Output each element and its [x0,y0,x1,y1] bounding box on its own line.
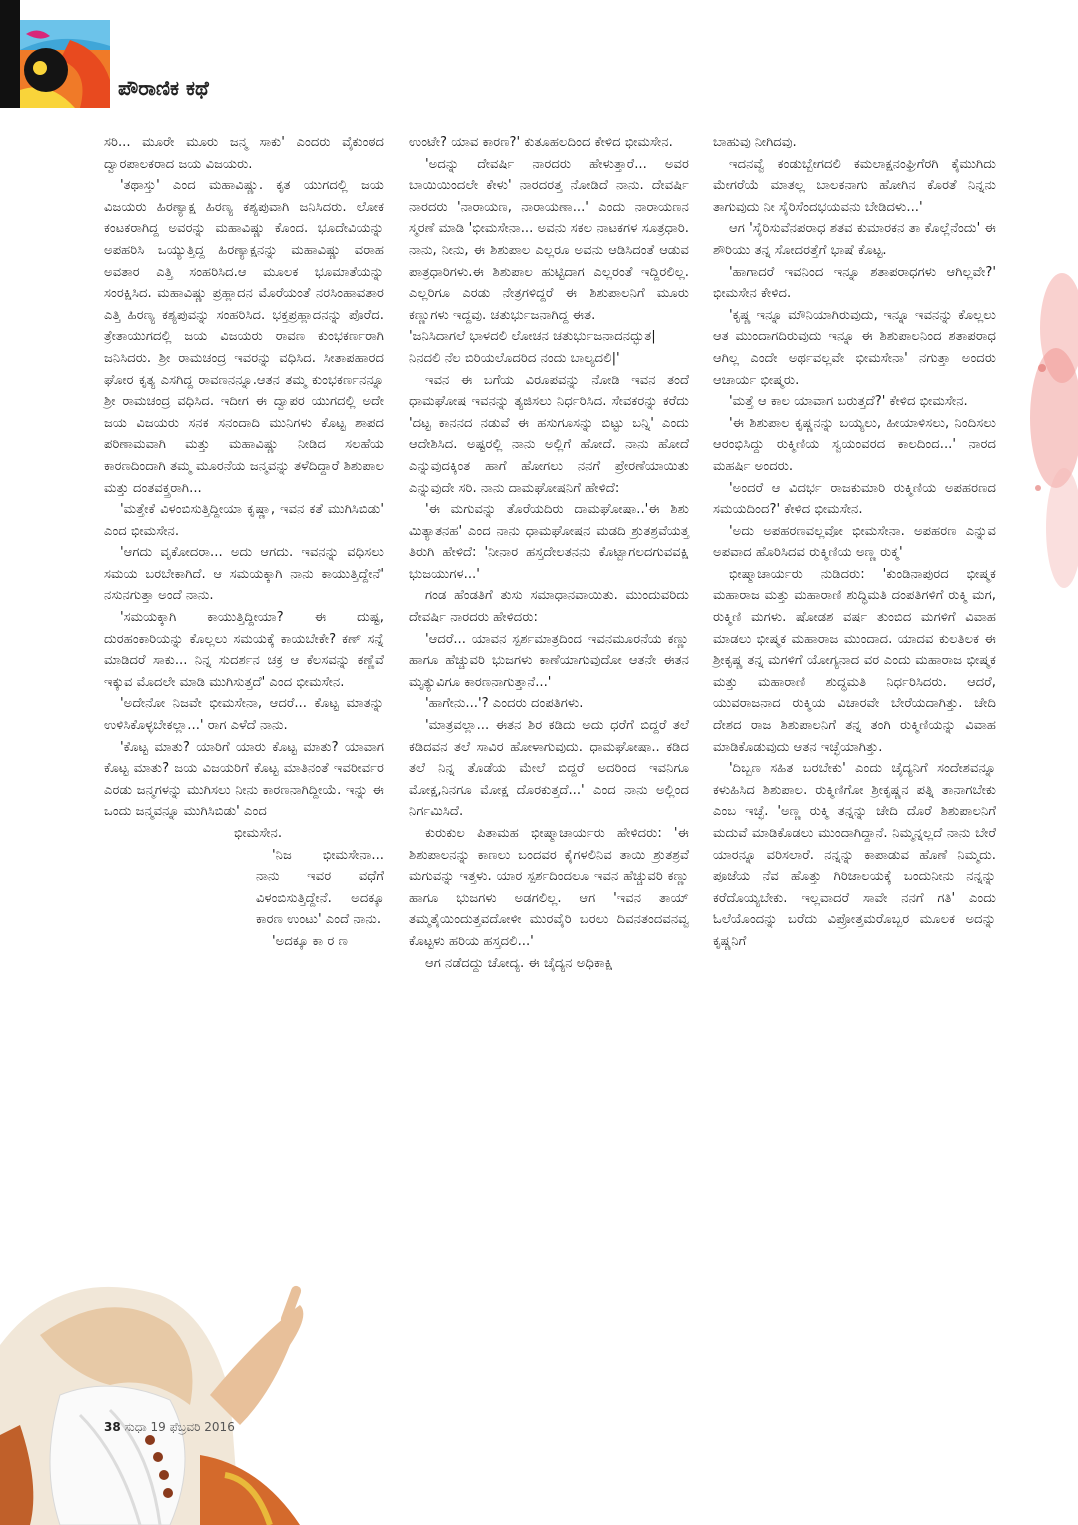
sage-illustration [0,1225,395,1525]
paragraph: 'ದಿಬ್ಬಣ ಸಹಿತ ಬರಬೇಕು' ಎಂದು ಚೈದ್ಯನಿಗೆ ಸಂದೇಶವನ್ನೂ ಕಳುಹಿಸಿದ ಶಿಶುಪಾಲ. ರುಕ್ಮಿಣಿಗೋ ಶ್ರೀಕೃಷ್ಣನ ಪತ್ನಿ ತಾನಾಗಬೇಕು ಎಂಬ ಇಚ್ಛೆ. 'ಅಣ್ಣ ರುಕ್ಮಿ ತನ್ನನ್ನು ಚೇದಿ ದೊರೆ ಶಿಶುಪಾಲನಿಗೆ ಮದುವೆ ಮಾಡಿಕೊಡಲು ಮುಂದಾಗಿದ್ದಾನೆ. ನಿಮ್ಮನ್ನಲ್ಲದೆ ನಾನು ಬೇರೆ ಯಾರನ್ನೂ ವರಿಸಲಾರೆ. ನನ್ನನ್ನು ಕಾಪಾಡುವ ಹೊಣೆ ನಿಮ್ಮದು. ಪೂಜೆಯ ನೆವ ಹೊತ್ತು ಗಿರಿಜಾಲಯಕ್ಕೆ ಬಂದುನೀನು ನನ್ನನ್ನು ಕರೆದೊಯ್ಯಬೇಕು. ಇಲ್ಲವಾದರೆ ಸಾವೇ ನನಗೆ ಗತಿ' ಎಂದು ಓಲೆಯೊಂದನ್ನು ಬರೆದು ವಿಪ್ರೋತ್ತಮರೊಬ್ಬರ ಮೂಲಕ ಅದನ್ನು ಕೃಷ್ಣನಿಗೆ [713,761,996,949]
paragraph: 'ಮತ್ತೇಕೆ ವಿಳಂಬಿಸುತ್ತಿದ್ದೀಯಾ ಕೃಷ್ಣಾ, ಇವನ ಕತೆ ಮುಗಿಸಿಬಿಡು' ಎಂದ ಭೀಮಸೇನ. [104,502,384,539]
header-color-block [0,0,20,108]
paragraph: 'ಈ ಮಗುವನ್ನು ತೊರೆಯದಿರು ದಾಮಘೋಷಾ..'ಈ ಶಿಶು ಮಿತ್ಯಾತನಹ' ಎಂದ ನಾನು ಧಾಮಘೋಷನ ಮಡದಿ ಶ್ರುತಶ್ರವೆಯತ್ತ ತಿರುಗಿ ಹೇಳಿದೆ: 'ನೀನಾರ ಹಸ್ತದೇಲತನನು ಕೊಟ್ಬಾಗಲದಗುವವಕ್ಷಿ ಭುಜಯುಗಳ...' [409,502,689,582]
paragraph: ಇವನ ಈ ಬಗೆಯ ವಿರೂಪವನ್ನು ನೋಡಿ ಇವನ ತಂದೆ ಧಾಮಘೋಷ ಇವನನ್ನು ತ್ಯಜಿಸಲು ನಿರ್ಧರಿಸಿದ. ಸೇವಕರನ್ನು ಕರೆದು 'ದಟ್ಟ ಕಾನನದ ನಡುವೆ ಈ ಹಸುಗೂಸನ್ನು ಬಿಟ್ಟು ಬನ್ನಿ' ಎಂದು ಆದೇಶಿಸಿದ. ಅಷ್ಟರಲ್ಲಿ ನಾನು ಅಲ್ಲಿಗೆ ಹೋದೆ. ನಾನು ಹೋದೆ ಎನ್ನುವುದಕ್ಕಿಂತ ಹಾಗೆ ಹೋಗಲು ನನಗೆ ಪ್ರೇರಣೆಯಾಯಿತು ಎನ್ನುವುದೇ ಸರಿ. ನಾನು ದಾಮಘೋಷನಿಗೆ ಹೇಳಿದೆ: [409,372,689,496]
verse-line: 'ಜನಿಸಿದಾಗಲೆ ಭಾಳದಲಿ ಲೋಚನ ಚತುರ್ಭುಜನಾದನದ್ಭುತ| [409,329,656,345]
article-column-3 [713,132,996,953]
paragraph: 'ನಿಜ ಭೀಮಸೇನಾ... ನಾನು ಇವರ ವಧೆಗೆ ವಿಳಂಬಿಸುತ್ತಿದ್ದೇನೆ. ಅದಕ್ಕೂ ಕಾರಣ ಉಂಟು' ಎಂದೆ ನಾನು. [256,847,384,928]
paragraph: ಸರಿ... ಮೂರೇ ಮೂರು ಜನ್ಮ ಸಾಕು' ಎಂದರು ವೈಕುಂಠದ ದ್ವಾರಪಾಲಕರಾದ ಜಯ ವಿಜಯರು. [104,135,384,172]
article-column-1 [104,132,384,953]
paragraph: 'ಸಮಯಕ್ಕಾಗಿ ಕಾಯುತ್ತಿದ್ದೀಯಾ? ಈ ದುಷ್ಟ, ದುರಹಂಕಾರಿಯನ್ನು ಕೊಲ್ಲಲು ಸಮಯಕ್ಕೆ ಕಾಯಬೇಕೇ? ಕಣ್ ಸನ್ನೆ ಮಾಡಿದರೆ ಸಾಕು... ನಿನ್ನ ಸುದರ್ಶನ ಚಕ್ರ ಆ ಕೆಲಸವನ್ನು ಕಣ್ಣೆವೆ ಇಕ್ಕುವ ಮೊದಲೇ ಮಾಡಿ ಮುಗಿಸುತ್ತದೆ' ಎಂದ ಭೀಮಸೇನ. [104,610,384,690]
paragraph: 'ತಥಾಸ್ತು' ಎಂದ ಮಹಾವಿಷ್ಣು. ಕೃತ ಯುಗದಲ್ಲಿ ಜಯ ವಿಜಯರು ಹಿರಣ್ಯಾಕ್ಷ ಹಿರಣ್ಯ ಕಶ್ಯಪುವಾಗಿ ಜನಿಸಿದರು. ಲೋಕ ಕಂಟಕರಾಗಿದ್ದ ಅವರನ್ನು ಮಹಾವಿಷ್ಣು ಕೊಂದ. ಭೂದೇವಿಯನ್ನು ಅಪಹರಿಸಿ ಒಯ್ಯುತ್ತಿದ್ದ ಹಿರಣ್ಯಾಕ್ಷನನ್ನು ಮಹಾವಿಷ್ಣು ವರಾಹ ಅವತಾರ ಎತ್ತಿ ಸಂಹರಿಸಿದ.ಆ ಮೂಲಕ ಭೂಮಾತೆಯನ್ನು ಸಂರಕ್ಷಿಸಿದ. ಮಹಾವಿಷ್ಣು ಪ್ರಹ್ಲಾದನ ಮೊರೆಯಂತೆ ನರಸಿಂಹಾವತಾರ ಎತ್ತಿ ಹಿರಣ್ಯ ಕಶ್ಯಪುವನ್ನು ಸಂಹರಿಸಿದ. ಭಕ್ತಪ್ರಹ್ಲಾದನನ್ನು ಪೊರೆದ. ತ್ರೇತಾಯುಗದಲ್ಲಿ ಜಯ ವಿಜಯರು ರಾವಣ ಕುಂಭಕರ್ಣರಾಗಿ ಜನಿಸಿದರು. ಶ್ರೀ ರಾಮಚಂದ್ರ ಇವರನ್ನು ವಧಿಸಿದ. ಸೀತಾಪಹಾರದ ಘೋರ ಕೃತ್ಯ ಎಸಗಿದ್ದ ರಾವಣನನ್ನೂ.ಆತನ ತಮ್ಮ ಕುಂಭಕರ್ಣನನ್ನೂ ಶ್ರೀ ರಾಮಚಂದ್ರ ವಧಿಸಿದ. ಇದೀಗ ಈ ದ್ವಾಪರ ಯುಗದಲ್ಲಿ ಅದೇ ಜಯ ವಿಜಯರು ಸನಕ ಸನಂದಾದಿ ಮುನಿಗಳು ಕೊಟ್ಟ ಶಾಪದ ಪರಿಣಾಮವಾಗಿ ಮತ್ತು ಮಹಾವಿಷ್ಣು ನೀಡಿದ ಸಲಹೆಯ ಕಾರಣದಿಂದಾಗಿ ತಮ್ಮ ಮೂರನೆಯ ಜನ್ಮವನ್ನು ತಳೆದಿದ್ದಾರೆ ಶಿಶುಪಾಲ ಮತ್ತು ದಂತವಕ್ತ್ರರಾಗಿ... [104,178,384,496]
paragraph: 'ಆದರೆ... ಯಾವನ ಸ್ಪರ್ಶಮಾತ್ರದಿಂದ ಇವನಮೂರನೆಯ ಕಣ್ಣು ಹಾಗೂ ಹೆಚ್ಚುವರಿ ಭುಜಗಳು ಕಾಣೆಯಾಗುವುದೋ ಆತನೇ ಈತನ ಮೃತ್ಯುವಿಗೂ ಕಾರಣನಾಗುತ್ತಾನೆ...' [409,631,689,690]
paragraph: 'ಅದನ್ನು ದೇವರ್ಷಿ ನಾರದರು ಹೇಳುತ್ತಾರೆ... ಅವರ ಬಾಯಿಯಿಂದಲೇ ಕೇಳು' ನಾರದರತ್ತ ನೋಡಿದೆ ನಾನು. ದೇವರ್ಷಿ ನಾರದರು 'ನಾರಾಯಣ, ನಾರಾಯಣಾ...' ಎಂದು ನಾರಾಯಣನ ಸ್ಮರಣೆ ಮಾಡಿ 'ಭೀಮಸೇನಾ... ಅವನು ಸಕಲ ನಾಟಕಗಳ ಸೂತ್ರಧಾರಿ. ನಾನು, ನೀನು, ಈ ಶಿಶುಪಾಲ ಎಲ್ಲರೂ ಅವನು ಆಡಿಸಿದಂತೆ ಆಡುವ ಪಾತ್ರಧಾರಿಗಳು.ಈ ಶಿಶುಪಾಲ ಹುಟ್ಟಿದಾಗ ಎಲ್ಲರಂತೆ ಇದ್ದಿರಲಿಲ್ಲ. ಎಲ್ಲರಿಗೂ ಎರಡು ನೇತ್ರಗಳಿದ್ದರೆ ಈ ಶಿಶುಪಾಲನಿಗೆ ಮೂರು ಕಣ್ಣುಗಳು ಇದ್ದವು. ಚತುರ್ಭುಜನಾಗಿದ್ದ ಈತ. [409,156,689,323]
verse-line: ನಿನದಲಿ ನೆಲ ಬಿರಿಯಲೊದರಿದ ನಂದು ಬಾಲ್ಯದಲಿ|' [409,350,620,366]
paragraph: 'ಈ ಶಿಶುಪಾಲ ಕೃಷ್ಣನನ್ನು ಬಯ್ಯಲು, ಹೀಯಾಳಿಸಲು, ನಿಂದಿಸಲು ಆರಂಭಿಸಿದ್ದು ರುಕ್ಮಿಣಿಯ ಸ್ವಯಂವರದ ಕಾಲದಿಂದ...' ನಾರದ ಮಹರ್ಷಿ ಅಂದರು. [713,415,996,474]
paragraph: ಗಂಡ ಹೆಂಡತಿಗೆ ತುಸು ಸಮಾಧಾನವಾಯಿತು. ಮುಂದುವರಿದು ದೇವರ್ಷಿ ನಾರದರು ಹೇಳಿದರು: [409,588,689,626]
paragraph: 'ಹಾಗೇನು...'? ಎಂದರು ದಂಪತಿಗಳು. [425,696,584,712]
page-footer [104,1420,235,1435]
paragraph: ಬಾಹುವು ನೀಗಿದವು. [713,135,797,150]
paragraph: ಭೀಷ್ಮಾಚಾರ್ಯರು ನುಡಿದರು: 'ಕುಂಡಿನಾಪುರದ ಭೀಷ್ಮಕ ಮಹಾರಾಜ ಮತ್ತು ಮಹಾರಾಣಿ ಶುದ್ಧಿಮತಿ ದಂಪತಿಗಳಿಗೆ ರುಕ್ಮಿ ಮಗ, ರುಕ್ಮಿಣಿ ಮಗಳು. ಷೋಡಶ ವರ್ಷ ತುಂಬಿದ ಮಗಳಿಗೆ ವಿವಾಹ ಮಾಡಲು ಭೀಷ್ಮಕ ಮಹಾರಾಜ ಮುಂದಾದ. ಯಾದವ ಕುಲತಿಲಕ ಈ ಶ್ರೀಕೃಷ್ಣ ತನ್ನ ಮಗಳಿಗೆ ಯೋಗ್ಯನಾದ ವರ ಎಂದು ಮಹಾರಾಜ ಭೀಷ್ಮಕ ಮತ್ತು ಮಹಾರಾಣಿ ಶುದ್ಧಮತಿ ನಿರ್ಧರಿಸಿದರು. ಆದರೆ, ಯುವರಾಜನಾದ ರುಕ್ಮಿಯ ವಿಚಾರವೇ ಬೇರೆಯದಾಗಿತ್ತು. ಚೇದಿ ದೇಶದ ರಾಜ ಶಿಶುಪಾಲನಿಗೆ ತನ್ನ ತಂಗಿ ರುಕ್ಮಿಣಿಯನ್ನು ವಿವಾಹ ಮಾಡಿಕೊಡುವುದು ಆತನ ಇಚ್ಛೆಯಾಗಿತ್ತು. [713,566,996,755]
section-logo-icon [20,20,110,108]
paragraph: ಭೀಮಸೇನ. [234,826,283,841]
paragraph: 'ಕೃಷ್ಣ ಇನ್ನೂ ಮೌನಿಯಾಗಿರುವುದು, ಇನ್ನೂ ಇವನನ್ನು ಕೊಲ್ಲಲು ಆತ ಮುಂದಾಗದಿರುವುದು ಇನ್ನೂ ಈ ಶಿಶುಪಾಲನಿಂದ ಶತಾಪರಾಧ ಆಗಿಲ್ಲ ಎಂದೇ ಅರ್ಥವಲ್ಲವೇ ಭೀಮಸೇನಾ' ನಗುತ್ತಾ ಅಂದರು ಆಚಾರ್ಯ ಭೀಷ್ಮರು. [713,307,996,388]
paragraph: ಉಂಟೇ? ಯಾವ ಕಾರಣ?' ಕುತೂಹಲದಿಂದ ಕೇಳಿದ ಭೀಮಸೇನ. [409,135,673,150]
paragraph: ಇದನವ್ವೆ ಕಂಡುಬ್ಬೇಗದಲಿ ಕಮಲಾಕ್ಷನಂಘ್ರಿಗೆರಗಿ ಕೈಮುಗಿದು ಮೇಗರೆಯೆ ಮಾತಲ್ಲ ಬಾಲಕನಾಗು ಹೋಗಿನ ಕೊರತೆ ನಿನ್ನನು ತಾಗುವುದು ನೀ ಸೈರಿಸೆಂದಭಯವನು ಬೇಡಿದಳು...' [713,156,996,215]
paragraph: 'ಅದೇನೋ ನಿಜವೇ ಭೀಮಸೇನಾ, ಆದರೆ... ಕೊಟ್ಟ ಮಾತನ್ನು ಉಳಿಸಿಕೊಳ್ಳಬೇಕಲ್ಲಾ...' ರಾಗ ಎಳೆದೆ ನಾನು. [104,696,384,734]
paragraph: ಆಗ ನಡೆದದ್ದು ಚೋದ್ಯ. ಈ ಚೈದ್ಯನ ಅಧಿಕಾಕ್ಷಿ [425,955,613,971]
article-column-2 [409,132,689,974]
section-title: ಪೌರಾಣಿಕ ಕಥೆ [118,76,209,100]
paragraph: 'ಅಂದರೆ ಆ ವಿದರ್ಭ ರಾಜಕುಮಾರಿ ರುಕ್ಮಿಣಿಯ ಅಪಹರಣದ ಸಮಯದಿಂದ?' ಕೇಳಿದ ಭೀಮಸೇನ. [713,480,996,518]
page-number: 38 [104,1420,121,1434]
paragraph: 'ಆಗದು ವೃಕೋದರಾ... ಅದು ಆಗದು. ಇವನನ್ನು ವಧಿಸಲು ಸಮಯ ಬರಬೇಕಾಗಿದೆ. ಆ ಸಮಯಕ್ಕಾಗಿ ನಾನು ಕಾಯುತ್ತಿದ್ದೇನೆ' ನಸುನಗುತ್ತಾ ಅಂದೆ ನಾನು. [104,545,384,604]
paragraph: ಆಗ 'ಸೈರಿಸುವೆನಪರಾಧ ಶತವ ಕುಮಾರಕನ ತಾ ಕೊಲ್ಲೆನೆಂದು' ಈ ಶೌರಿಯು ತನ್ನ ಸೋದರತ್ತೆಗೆ ಭಾಷೆ ಕೊಟ್ಟ. [713,221,996,258]
paragraph: 'ಕೊಟ್ಟ ಮಾತು? ಯಾರಿಗೆ ಯಾರು ಕೊಟ್ಟ ಮಾತು? ಯಾವಾಗ ಕೊಟ್ಟ ಮಾತು? ಜಯ ವಿಜಯರಿಗೆ ಕೊಟ್ಟ ಮಾತಿನಂತೆ ಇವರೀರ್ವರ ಎರಡು ಜನ್ಮಗಳನ್ನು ಮುಗಿಸಲು ನೀನು ಕಾರಣನಾಗಿದ್ದೀಯೆ. ಇನ್ನು ಈ ಒಂದು ಜನ್ಮವನ್ನೂ ಮುಗಿಸಿಬಿಡು' ಎಂದ [104,739,384,820]
paragraph: 'ಹಾಗಾದರೆ ಇವನಿಂದ ಇನ್ನೂ ಶತಾಪರಾಧಗಳು ಆಗಿಲ್ಲವೇ?' ಭೀಮಸೇನ ಕೇಳಿದ. [713,264,996,302]
paragraph: 'ಅದು ಅಪಹರಣವಲ್ಲವೋ ಭೀಮಸೇನಾ. ಅಪಹರಣ ಎನ್ನುವ ಅಪವಾದ ಹೊರಿಸಿದವ ರುಕ್ಮಿಣಿಯ ಅಣ್ಣ ರುಕ್ಮ' [713,523,996,561]
paragraph: 'ಮತ್ತೆ ಆ ಕಾಲ ಯಾವಾಗ ಬರುತ್ತದೆ?' ಕೇಳಿದ ಭೀಮಸೇನ. [729,394,968,410]
paragraph: 'ಅದಕ್ಕೂ ಕಾ ರ ಣ [272,933,348,949]
paragraph: 'ಮಾತ್ರವಲ್ಲಾ... ಈತನ ಶಿರ ಕಡಿದು ಅದು ಧರೆಗೆ ಬಿದ್ದರೆ ತಲೆ ಕಡಿದವನ ತಲೆ ಸಾವಿರ ಹೋಳಾಗುವುದು. ಧಾಮಘೋಷಾ.. ಕಡಿದ ತಲೆ ನಿನ್ನ ತೊಡೆಯ ಮೇಲೆ ಬಿದ್ದರೆ ಅದರಿಂದ ಇವನಿಗೂ ಮೋಕ್ಷ,ನಿನಗೂ ಮೋಕ್ಷ ದೊರಕುತ್ತದೆ...' ಎಂದ ನಾನು ಅಲ್ಲಿಂದ ನಿರ್ಗಮಿಸಿದೆ. [409,718,689,820]
paint-splash-decoration [1012,258,1078,618]
issue-info: ಸುಧಾ 19 ಫೆಬ್ರವರಿ 2016 [124,1420,235,1434]
paragraph: ಕುರುಕುಲ ಪಿತಾಮಹ ಭೀಷ್ಮಾಚಾರ್ಯರು ಹೇಳಿದರು: 'ಈ ಶಿಶುಪಾಲನನ್ನು ಕಾಣಲು ಬಂದವರ ಕೈಗಳಲಿನಿವ ತಾಯಿ ಶ್ರುತಶ್ರವೆ ಮಗುವನ್ನು ಇತ್ತಳು. ಯಾರ ಸ್ಪರ್ಶದಿಂದಲೂ ಇವನ ಹೆಚ್ಚುವರಿ ಕಣ್ಣು ಹಾಗೂ ಭುಜಗಳು ಅಡಗಲಿಲ್ಲ. ಆಗ 'ಇವನ ತಾಯ್ ತಮ್ಮತೈಯಿಂದುತ್ತವದೋಳೀ ಮುರವೈರಿ ಬರಲು ದಿವನತಂದವನವ್ವ ಕೊಟ್ಟಳು ಹರಿಯ ಹಸ್ತದಲಿ...' [409,826,689,949]
